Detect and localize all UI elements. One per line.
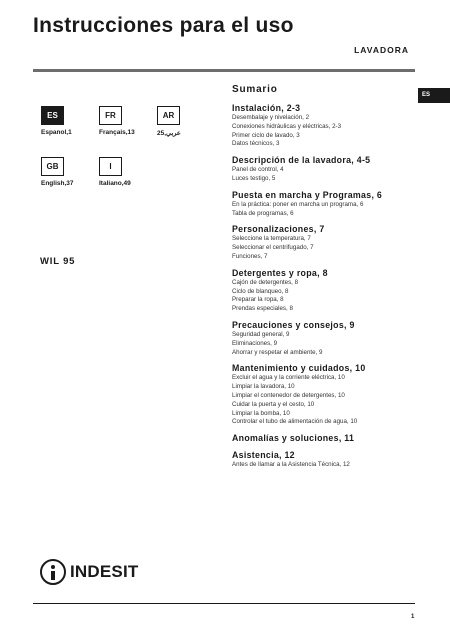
toc-section [232, 155, 412, 184]
toc-section-title[interactable]: Asistencia, 12 [232, 450, 295, 461]
language-code: I [99, 157, 122, 176]
toc-item[interactable]: Limpiar la lavadora, 10 [232, 383, 295, 391]
toc-item[interactable]: Controlar el tubo de alimentación de agua, 10 [232, 418, 358, 426]
language-code: FR [99, 106, 122, 125]
toc-item[interactable]: Preparar la ropa, 8 [232, 296, 284, 304]
toc-item[interactable]: Excluir el agua y la corriente eléctrica, 10 [232, 374, 345, 382]
toc-item[interactable]: Antes de llamar a la Asistencia Técnica, 12 [232, 461, 350, 469]
toc-section [232, 103, 412, 149]
toc-item[interactable]: Datos técnicos, 3 [232, 140, 280, 148]
toc-item[interactable]: Cajón de detergentes, 8 [232, 278, 299, 286]
toc-item[interactable]: Seleccionar el centrifugado, 7 [232, 244, 314, 252]
language-es[interactable] [41, 106, 72, 136]
toc-item[interactable]: Cuidar la puerta y el cesto, 10 [232, 400, 315, 408]
logo-icon [40, 559, 66, 585]
toc-item[interactable]: Ahorrar y respetar el ambiente, 9 [232, 348, 323, 356]
toc-section [232, 190, 412, 219]
language-it[interactable] [99, 157, 131, 187]
toc-section-title[interactable]: Mantenimiento y cuidados, 10 [232, 363, 366, 374]
language-code: GB [41, 157, 64, 176]
toc-item[interactable]: Desembalaje y nivelación, 2 [232, 114, 310, 121]
toc-item[interactable]: Luces testigo, 5 [232, 174, 276, 182]
page-number: 1 [411, 614, 415, 620]
page-title: Instrucciones para el uso [33, 14, 294, 37]
model-name: WIL 95 [40, 256, 76, 267]
toc-section-title[interactable]: Detergentes y ropa, 8 [232, 267, 328, 278]
toc-section-title[interactable]: Precauciones y consejos, 9 [232, 319, 355, 330]
language-side-tab: ES [418, 88, 450, 103]
language-fr[interactable] [99, 106, 135, 136]
toc-item[interactable]: Ciclo de blanqueo, 8 [232, 287, 289, 295]
toc-section [232, 363, 412, 427]
brand-name: INDESIT [70, 562, 139, 581]
toc-sections [232, 103, 412, 470]
toc-item[interactable]: Limpiar el contenedor de detergentes, 10 [232, 391, 345, 399]
toc-section-title[interactable]: Anomalías y soluciones, 11 [232, 433, 355, 444]
language-ar[interactable] [157, 106, 181, 137]
table-of-contents [232, 84, 412, 476]
toc-section [232, 224, 412, 261]
language-code: AR [157, 106, 180, 125]
language-gb[interactable] [41, 157, 74, 187]
toc-section [232, 450, 412, 470]
toc-section-title[interactable]: Personalizaciones, 7 [232, 224, 325, 235]
language-label: English,37 [41, 180, 74, 187]
toc-item[interactable]: Prendas especiales, 8 [232, 305, 293, 313]
top-divider [33, 69, 415, 72]
language-label: Espanol,1 [41, 129, 72, 136]
language-label: Français,13 [99, 129, 135, 136]
product-type: LAVADORA [354, 45, 409, 55]
language-label: Italiano,49 [99, 180, 131, 187]
toc-item[interactable]: Seguridad general, 9 [232, 330, 290, 338]
toc-section [232, 268, 412, 314]
toc-section-title[interactable]: Puesta en marcha y Programas, 6 [232, 189, 383, 200]
toc-section [232, 433, 412, 444]
toc-item[interactable]: Seleccione la temperatura, 7 [232, 235, 311, 243]
toc-item[interactable]: Tabla de programas, 6 [232, 209, 294, 217]
toc-item[interactable]: En la práctica: poner en marcha un programa, 6 [232, 200, 364, 208]
toc-heading: Sumario [232, 84, 278, 95]
toc-item[interactable]: Eliminaciones, 9 [232, 339, 278, 347]
toc-section-title[interactable]: Descripción de la lavadora, 4-5 [232, 155, 371, 166]
toc-section [232, 320, 412, 357]
language-code: ES [41, 106, 64, 125]
indesit-logo [40, 559, 138, 585]
bottom-divider [33, 603, 415, 604]
toc-item[interactable]: Conexiones hidráulicas y eléctricas, 2-3 [232, 122, 342, 130]
toc-item[interactable]: Limpiar la bomba, 10 [232, 409, 290, 417]
toc-section-title[interactable]: Instalación, 2-3 [232, 103, 301, 113]
toc-item[interactable]: Panel de control, 4 [232, 166, 284, 174]
language-label: عربي,25 [157, 130, 181, 137]
toc-item[interactable]: Funciones, 7 [232, 252, 268, 260]
toc-item[interactable]: Primer ciclo de lavado, 3 [232, 131, 300, 139]
